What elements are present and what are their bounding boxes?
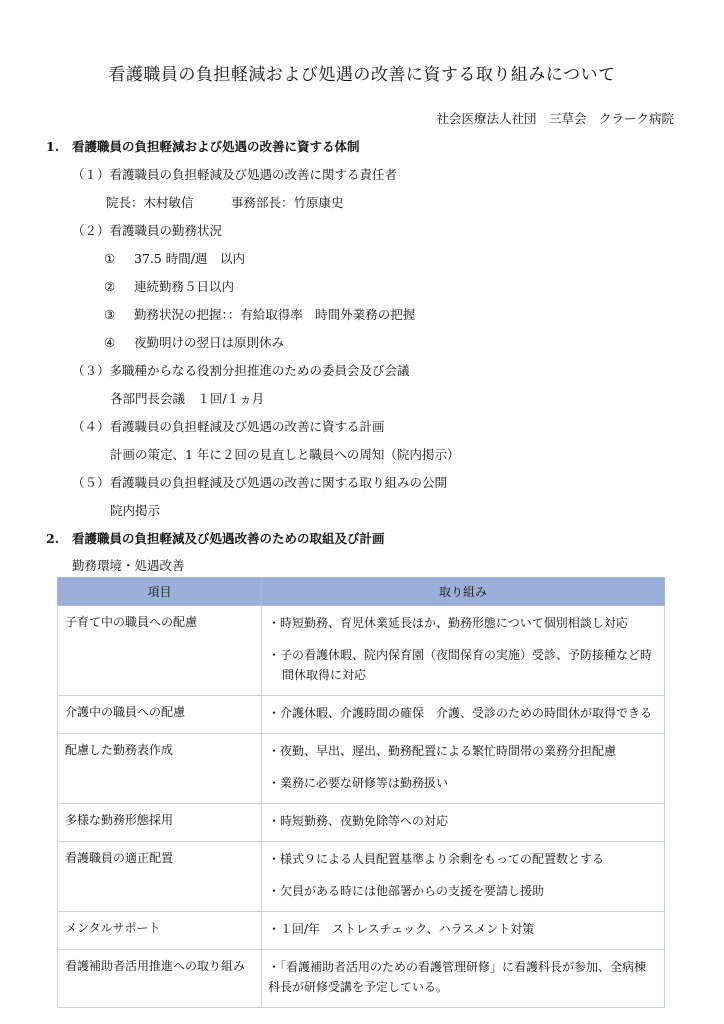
sub1-body: 院長：木村敏信 事務部長：竹原康史 bbox=[106, 195, 344, 210]
section-2-subtitle: 勤務環境・処遇改善 bbox=[72, 558, 185, 573]
measure-item: ・子の看護休暇、院内保育園（夜間保育の実施）受診、予防接種など時 間休取得に対応 bbox=[268, 648, 653, 682]
measure-item: ・時短勤務、育児休業延長ほか、勤務形態について個別相談し対応 bbox=[268, 616, 628, 630]
measure-item: ・夜勤、早出、遅出、勤務配置による繁忙時間帯の業務分担配慮 bbox=[268, 744, 617, 758]
table-row bbox=[58, 696, 665, 734]
work-status-item: ② 連続勤務５日以内 bbox=[104, 279, 235, 294]
table-row bbox=[58, 804, 665, 842]
row-measures bbox=[262, 842, 665, 912]
row-measures bbox=[262, 606, 665, 696]
measures-table bbox=[57, 577, 665, 1008]
sub4-heading: （４）看護職員の負担軽減及び処遇の改善に資する計画 bbox=[72, 419, 385, 434]
sub1-heading: （１）看護職員の負担軽減及び処遇の改善に関する責任者 bbox=[72, 167, 398, 182]
column-header-item: 項目 bbox=[58, 578, 262, 606]
measure-item: ・「看護補助者活用のための看護管理研修」に看護科長が参加、全病棟 科長が研修受講を予定している。 bbox=[268, 960, 647, 994]
section-1-number: 1. bbox=[46, 139, 60, 154]
table-row bbox=[58, 912, 665, 950]
sub2-heading: （２）看護職員の勤務状況 bbox=[72, 223, 223, 238]
section-1-title: 看護職員の負担軽減および処遇の改善に資する体制 bbox=[72, 139, 360, 154]
sub4-body: 計画の策定、1 年に２回の見直しと職員への周知（院内掲示） bbox=[110, 447, 460, 462]
row-label: 看護補助者活用推進への取り組み bbox=[58, 950, 262, 1008]
row-label: 配慮した勤務表作成 bbox=[58, 734, 262, 804]
row-label: 介護中の職員への配慮 bbox=[58, 696, 262, 734]
row-label: 子育て中の職員への配慮 bbox=[58, 606, 262, 696]
row-measures bbox=[262, 950, 665, 1008]
measure-item: ・業務に必要な研修等は勤務扱い bbox=[268, 776, 449, 790]
section-2-number: 2. bbox=[46, 531, 60, 546]
sub3-body: 各部門長会議 １回/１ヵ月 bbox=[110, 391, 265, 406]
table-row bbox=[58, 842, 665, 912]
measure-item: ・１回/年 ストレスチェック、ハラスメント対策 bbox=[268, 922, 535, 936]
section-2-heading bbox=[46, 529, 385, 547]
measure-item: ・時短勤務、夜勤免除等への対応 bbox=[268, 814, 449, 828]
row-label: 多様な勤務形態採用 bbox=[58, 804, 262, 842]
section-1-heading bbox=[46, 137, 360, 155]
work-status-item: ③ 勤務状況の把握：：有給取得率 時間外業務の把握 bbox=[104, 307, 416, 322]
row-label: 看護職員の適正配置 bbox=[58, 842, 262, 912]
row-label: メンタルサポート bbox=[58, 912, 262, 950]
row-measures bbox=[262, 696, 665, 734]
table-row bbox=[58, 606, 665, 696]
measure-item: ・様式９による人員配置基準より余剰をもっての配置数とする bbox=[268, 852, 605, 866]
row-measures bbox=[262, 912, 665, 950]
table-header-row bbox=[58, 578, 665, 606]
table-row bbox=[58, 734, 665, 804]
work-status-item: ④ 夜勤明けの翌日は原則休み bbox=[104, 335, 285, 350]
section-2-title: 看護職員の負担軽減及び処遇改善のための取組及び計画 bbox=[72, 531, 385, 546]
table-row bbox=[58, 950, 665, 1008]
page-title: 看護職員の負担軽減および処遇の改善に資する取り組みについて bbox=[108, 65, 616, 85]
work-status-item: ① 37.5 時間/週 以内 bbox=[104, 251, 246, 266]
organization-name: 社会医療法人社団 三草会 クラーク病院 bbox=[436, 111, 674, 126]
row-measures bbox=[262, 734, 665, 804]
sub3-heading: （３）多職種からなる役割分担推進のための委員会及び会議 bbox=[72, 363, 410, 378]
column-header-measures: 取り組み bbox=[262, 578, 665, 606]
row-measures bbox=[262, 804, 665, 842]
measure-item: ・介護休暇、介護時間の確保 介護、受診のための時間休が取得できる bbox=[268, 706, 653, 720]
measure-item: ・欠員がある時には他部署からの支援を要請し援助 bbox=[268, 884, 545, 898]
sub5-body: 院内掲示 bbox=[110, 503, 161, 518]
sub5-heading: （５）看護職員の負担軽減及び処遇の改善に関する取り組みの公開 bbox=[72, 475, 448, 490]
